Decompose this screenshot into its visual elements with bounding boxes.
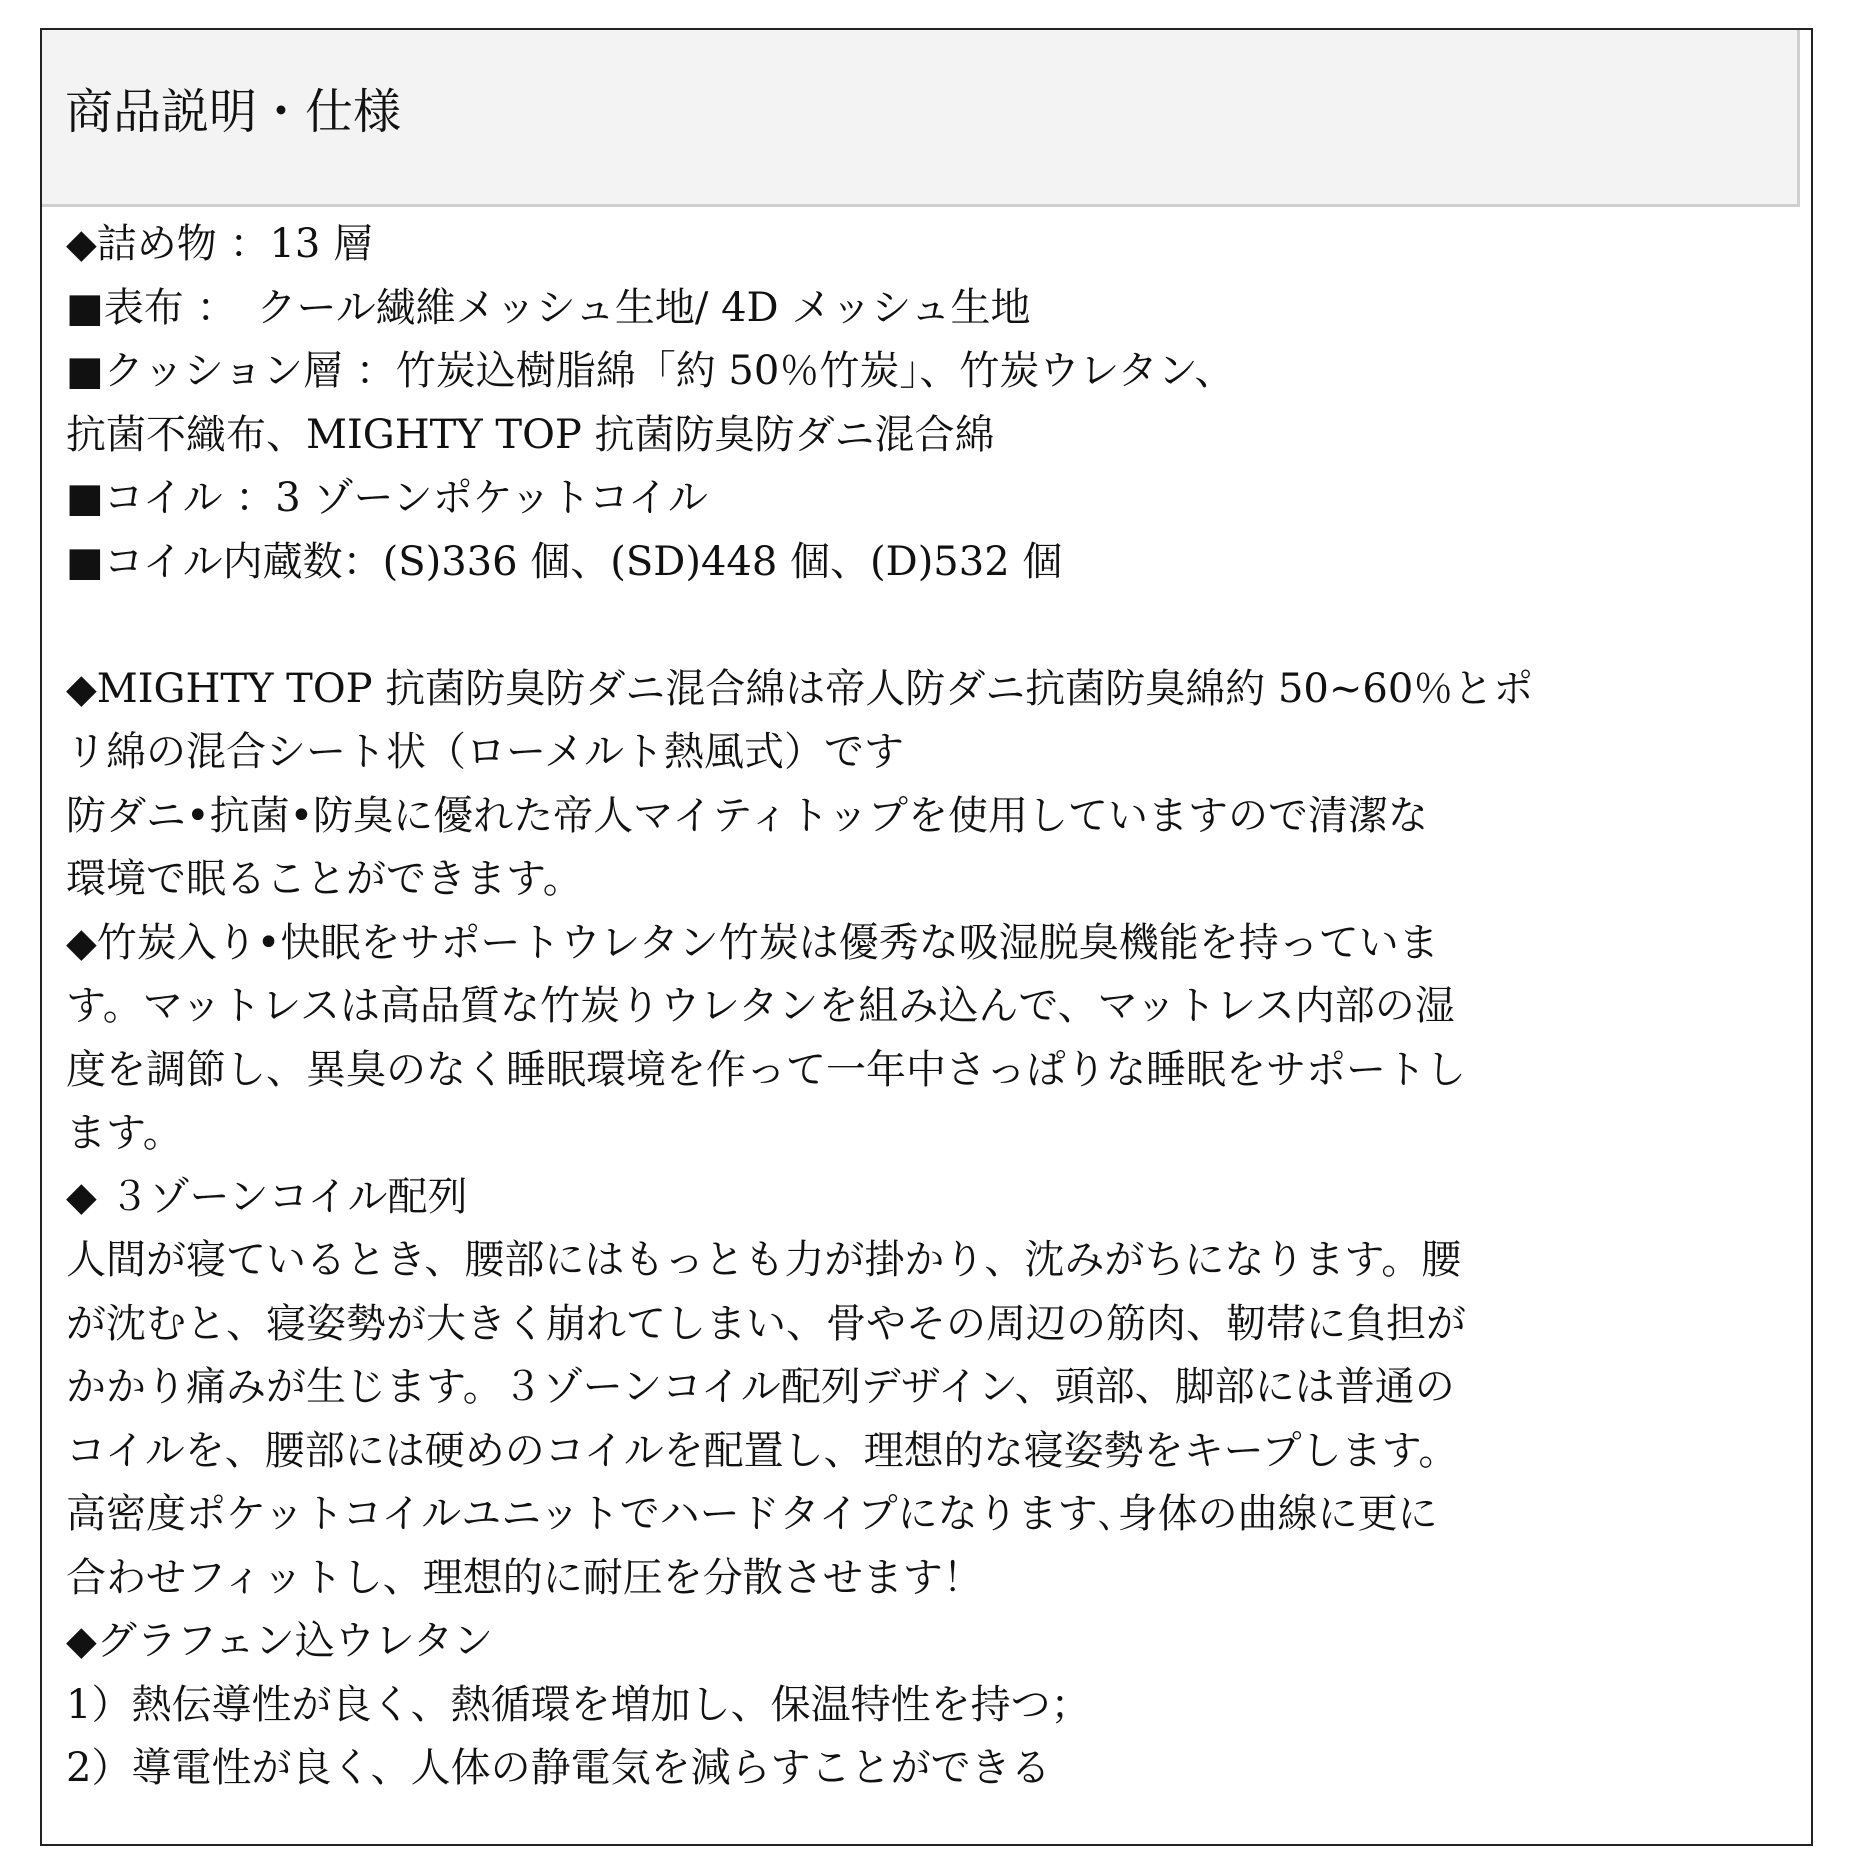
spec-line-coil: ■コイル ：3 ゾーンポケットコイル xyxy=(66,475,708,521)
blank-line xyxy=(66,594,1806,658)
spec-text-body xyxy=(66,213,1806,1801)
desc-line-graphene-2: 2）導電性が良く、人体の静電気を減らすことができる xyxy=(66,1745,1051,1791)
desc-line-graphene-heading: ◆グラフェン込ウレタン xyxy=(66,1618,494,1664)
desc-line-mighty-top-cont: リ綿の混合シート状（ローメルト熱風式）です xyxy=(66,729,904,775)
spec-line-coil-count: ■コイル内蔵数：(S)336 個、(SD)448 個、(D)532 個 xyxy=(66,538,1063,585)
spec-line-surface-fabric: ■表布 ： クール繊維メッシュ生地/ 4D メッシュ生地 xyxy=(66,284,1031,331)
spec-line-filling: ◆詰め物 ：13 層 xyxy=(66,221,374,267)
page-title: 商品説明・仕様 xyxy=(65,84,402,140)
spec-line-cushion-layer-cont: 抗菌不織布、MIGHTY TOP 抗菌防臭防ダニ混合綿 xyxy=(66,411,995,458)
desc-line-3zone-1: 人間が寝ているとき、腰部にはもっとも力が掛かり、沈みがちになります。腰 xyxy=(66,1237,1462,1283)
desc-line-3zone-2: が沈むと、寝姿勢が大きく崩れてしまい、骨やその周辺の筋肉、靭帯に負担が xyxy=(66,1300,1466,1347)
spec-line-cushion-layer: ■クッション層 ：竹炭込樹脂綿「約 50％竹炭」、竹炭ウレタン、 xyxy=(66,348,1235,394)
desc-line-bamboo-charcoal-4: ます。 xyxy=(66,1110,183,1156)
desc-line-3zone-heading: ◆ ３ゾーンコイル配列 xyxy=(66,1173,468,1220)
desc-line-antimite-cont: 環境で眠ることができます。 xyxy=(66,856,583,902)
desc-line-bamboo-charcoal-3: 度を調節し、異臭のなく睡眠環境を作って一年中さっぱりな睡眠をサポートし xyxy=(66,1046,1466,1093)
desc-line-3zone-5: 高密度ポケットコイルユニットでハードタイプになります､身体の曲線に更に xyxy=(66,1491,1438,1537)
desc-line-3zone-3: かかり痛みが生じます。３ゾーンコイル配列デザイン、頭部、脚部には普通の xyxy=(66,1364,1455,1410)
desc-line-bamboo-charcoal-2: す。マットレスは高品質な竹炭りウレタンを組み込んで、マットレス内部の湿 xyxy=(66,983,1455,1029)
desc-line-antimite: 防ダニ•抗菌•防臭に優れた帝人マイティトップを使用していますので清潔な xyxy=(66,792,1428,839)
panel-header xyxy=(42,30,1800,207)
desc-line-3zone-6: 合わせフィットし、理想的に耐圧を分散させます！ xyxy=(66,1554,983,1601)
desc-line-bamboo-charcoal: ◆竹炭入り•快眠をサポートウレタン竹炭は優秀な吸湿脱臭機能を持っていま xyxy=(66,919,1439,966)
product-spec-panel xyxy=(40,28,1813,1846)
desc-line-mighty-top: ◆MIGHTY TOP 抗菌防臭防ダニ混合綿は帝人防ダニ抗菌防臭綿約 50~60％とポ xyxy=(66,665,1534,712)
desc-line-3zone-4: コイルを、腰部には硬めのコイルを配置し、理想的な寝姿勢をキープします。 xyxy=(66,1427,1459,1474)
desc-line-graphene-1: 1）熱伝導性が良く、熱循環を増加し、保温特性を持つ； xyxy=(66,1681,1091,1728)
